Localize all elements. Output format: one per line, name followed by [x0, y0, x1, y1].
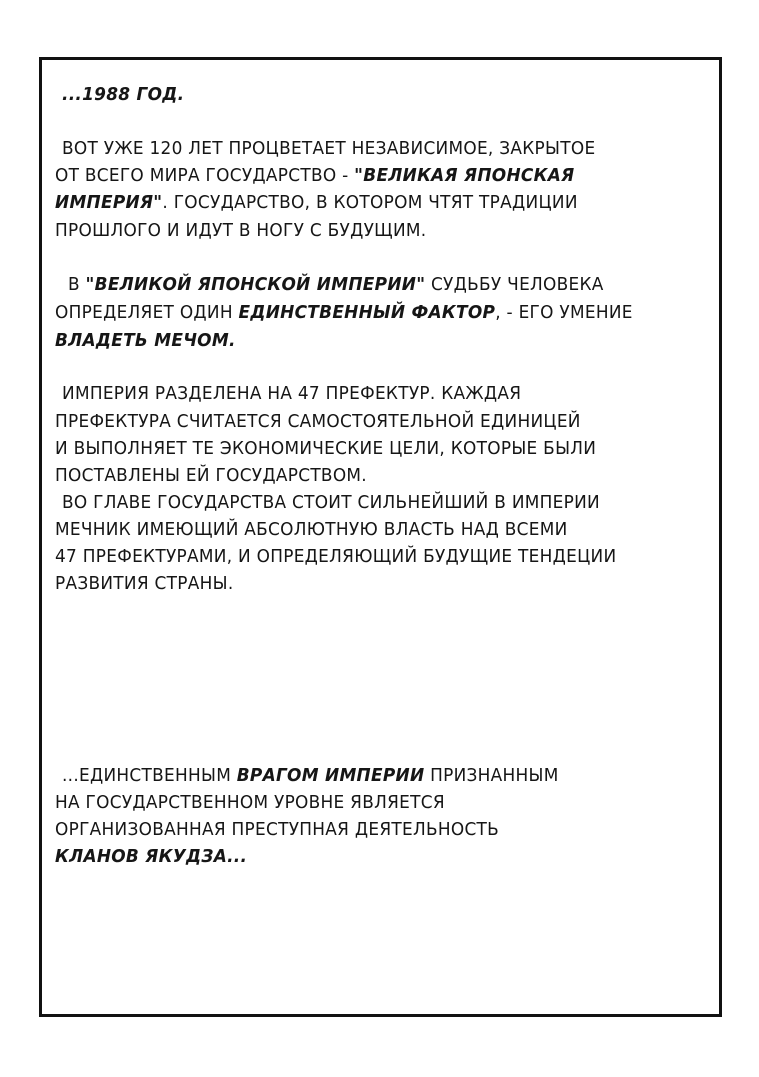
p3-line-7: 47 ПРЕФЕКТУРАМИ, И ОПРЕДЕЛЯЮЩИЙ БУДУЩИЕ ТЕНДЕЦИИ [55, 546, 617, 567]
p4-line-3: ОРГАНИЗОВАННАЯ ПРЕСТУПНАЯ ДЕЯТЕЛЬНОСТЬ [55, 819, 500, 840]
p4-line-4 [55, 844, 247, 869]
empire-name-emphasis: "ВЕЛИКАЯ ЯПОНСКАЯ [354, 165, 575, 186]
p3-line-4: ПОСТАВЛЕНЫ ЕЙ ГОСУДАРСТВОМ. [55, 465, 367, 486]
p4-line-2: НА ГОСУДАРСТВЕННОМ УРОВНЕ ЯВЛЯЕТСЯ [55, 792, 445, 813]
p1-line-3: ИМПЕРИЯ". ГОСУДАРСТВО, В КОТОРОМ ЧТЯТ ТРАДИЦИИ [55, 192, 578, 213]
p3-line-1: ИМПЕРИЯ РАЗДЕЛЕНА НА 47 ПРЕФЕКТУР. КАЖДАЯ [62, 383, 522, 404]
p3-line-5: ВО ГЛАВЕ ГОСУДАРСТВА СТОИТ СИЛЬНЕЙШИЙ В ИМПЕРИИ [62, 492, 600, 513]
sword-skill-emphasis: ВЛАДЕТЬ МЕЧОМ. [55, 330, 236, 351]
p3-line-3: И ВЫПОЛНЯЕТ ТЕ ЭКОНОМИЧЕСКИЕ ЦЕЛИ, КОТОРЫЕ БЫЛИ [55, 438, 597, 459]
intro-year: ...1988 ГОД. [62, 84, 185, 105]
enemy-emphasis: ВРАГОМ ИМПЕРИИ [236, 765, 425, 786]
p4-line-1: ...ЕДИНСТВЕННЫМ ВРАГОМ ИМПЕРИИ ПРИЗНАННЫМ [62, 765, 559, 786]
p2-line-2: ОПРЕДЕЛЯЕТ ОДИН ЕДИНСТВЕННЫЙ ФАКТОР, - ЕГО УМЕНИЕ [55, 302, 633, 323]
p2-line-3 [55, 328, 236, 353]
yakuza-clans-emphasis: КЛАНОВ ЯКУДЗА... [55, 846, 248, 867]
empire-name-emphasis: "ВЕЛИКОЙ ЯПОНСКОЙ ИМПЕРИИ" [85, 274, 426, 295]
p1-line-4: ПРОШЛОГО И ИДУТ В НОГУ С БУДУЩИМ. [55, 220, 427, 241]
p3-line-6: МЕЧНИК ИМЕЮЩИЙ АБСОЛЮТНУЮ ВЛАСТЬ НАД ВСЕМИ [55, 519, 568, 540]
p2-line-1: В "ВЕЛИКОЙ ЯПОНСКОЙ ИМПЕРИИ" СУДЬБУ ЧЕЛОВЕКА [68, 274, 604, 295]
p3-line-8: РАЗВИТИЯ СТРАНЫ. [55, 573, 234, 594]
p1-line-1: ВОТ УЖЕ 120 ЛЕТ ПРОЦВЕТАЕТ НЕЗАВИСИМОЕ, ЗАКРЫТОЕ [62, 138, 596, 159]
p1-line-2: ОТ ВСЕГО МИРА ГОСУДАРСТВО - "ВЕЛИКАЯ ЯПОНСКАЯ [55, 165, 575, 186]
p3-line-2: ПРЕФЕКТУРА СЧИТАЕТСЯ САМОСТОЯТЕЛЬНОЙ ЕДИНИЦЕЙ [55, 411, 581, 432]
single-factor-emphasis: ЕДИНСТВЕННЫЙ ФАКТОР [238, 302, 496, 323]
